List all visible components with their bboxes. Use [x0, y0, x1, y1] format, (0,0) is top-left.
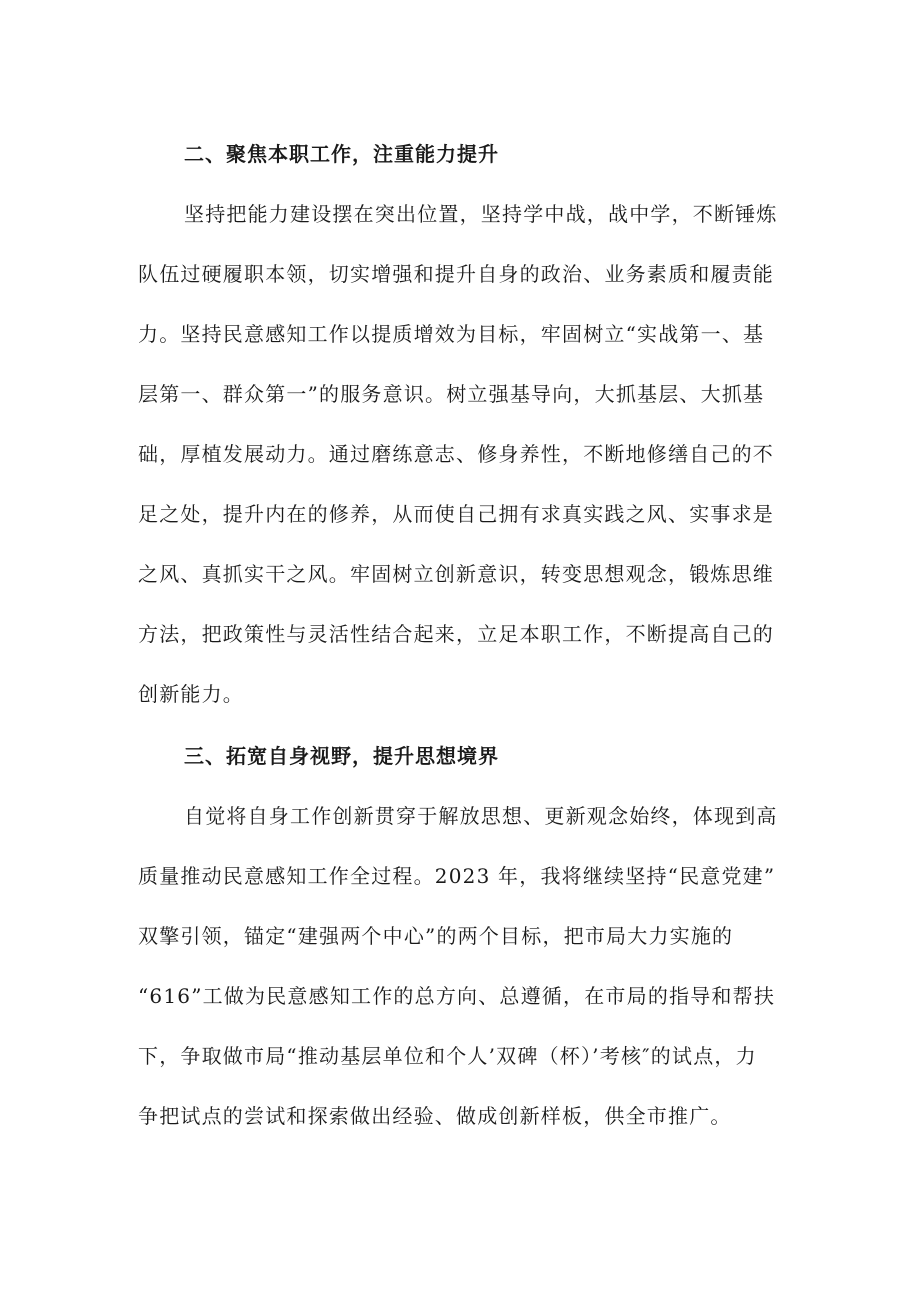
paragraph-line: 础，厚植发展动力。通过磨练意志、修身养性，不断地修缮自己的不 [138, 442, 774, 466]
paragraph-line: 层第一、群众第一”的服务意识。树立强基导向，大抓基层、大抓基 [138, 382, 765, 406]
paragraph-line: 争把试点的尝试和探索做出经验、做成创新样板，供全市推广。 [138, 1104, 732, 1128]
paragraph-line: 自觉将自身工作创新贯穿于解放思想、更新观念始终，体现到高 [184, 804, 778, 828]
paragraph-line: 方法，把政策性与灵活性结合起来，立足本职工作，不断提高自己的 [138, 622, 774, 646]
paragraph-line: 力。坚持民意感知工作以提质增效为目标，牢固树立“实战第一、基 [138, 322, 765, 346]
section-heading: 三、拓宽自身视野，提升思想境界 [184, 744, 499, 768]
paragraph-line: 之风、真抓实干之风。牢固树立创新意识，转变思想观念，锻炼思维 [138, 562, 774, 586]
paragraph-line: 双擎引领，锚定“建强两个中心”的两个目标，把市局大力实施的 [138, 924, 734, 948]
paragraph-line: “616”工做为民意感知工作的总方向、总遵循，在市局的指导和帮扶 [138, 984, 776, 1008]
paragraph-line: 下，争取做市局“推动基层单位和个人’双碑（杯）’考核″的试点，力 [138, 1044, 757, 1068]
section-heading: 二、聚焦本职工作，注重能力提升 [184, 142, 499, 166]
paragraph-line: 足之处，提升内在的修养，从而使自己拥有求真实践之风、实事求是 [138, 502, 774, 526]
paragraph-line: 创新能力。 [138, 682, 244, 706]
paragraph-line: 坚持把能力建设摆在突出位置，坚持学中战，战中学，不断锤炼 [184, 202, 778, 226]
paragraph-line: 质量推动民意感知工作全过程。2023 年，我将继续坚持“民意党建” [138, 864, 776, 888]
paragraph-line: 队伍过硬履职本领，切实增强和提升自身的政治、业务素质和履责能 [138, 262, 774, 286]
